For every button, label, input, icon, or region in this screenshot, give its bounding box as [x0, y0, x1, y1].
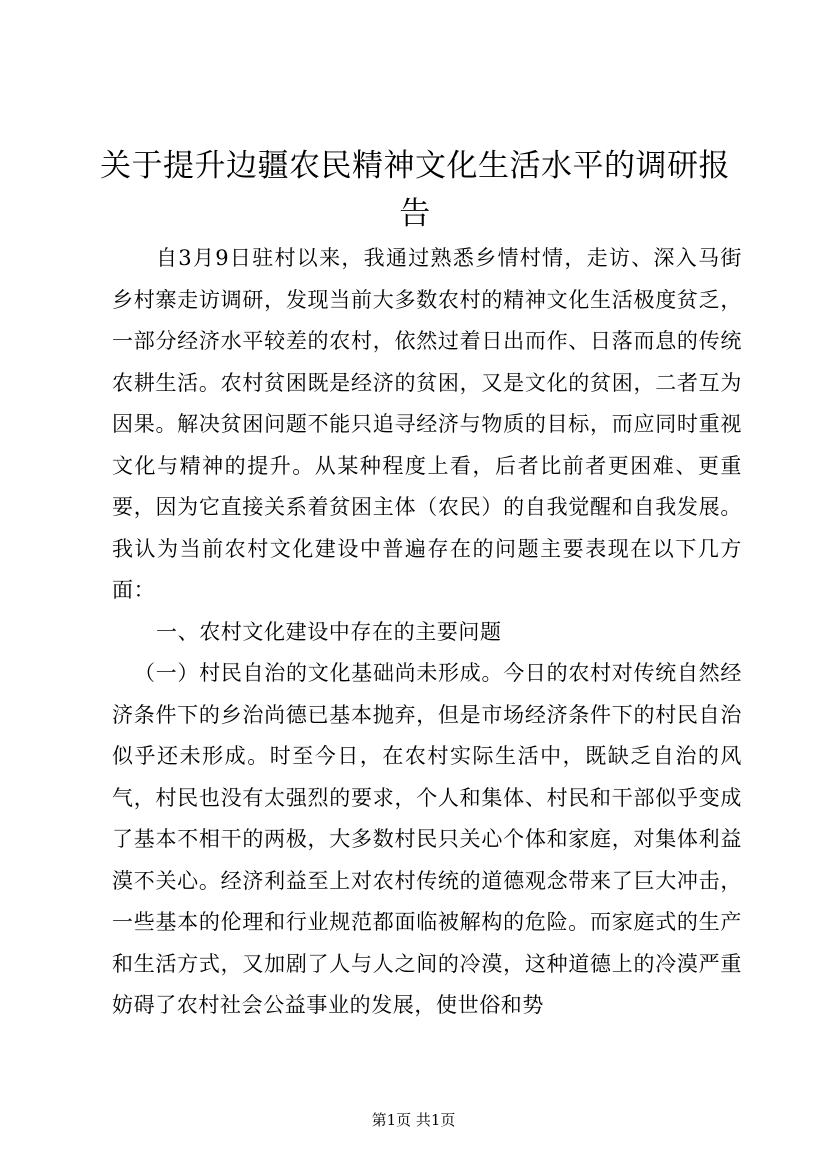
page-footer: 第1页 共1页: [371, 1111, 456, 1129]
document-body: [112, 238, 742, 1027]
subsection-paragraph: （一）村民自治的文化基础尚未形成。今日的农村对传统自然经济条件下的乡治尚德已基本抛弃，但是市场经济条件下的村民自治似乎还未形成。时至今日，在农村实际生活中，既缺乏自治的风气，村民也没有太强烈的要求，个人和集体、村民和干部似乎变成了基本不相干的两极，大多数村民只关心个体和家庭，对集体利益漠不关心。经济利益至上对农村传统的道德观念带来了巨大冲击，一些基本的伦理和行业规范都面临被解构的危险。而家庭式的生产和生活方式，又加剧了人与人之间的冷漠，这种道德上的冷漠严重妨碍了农村社会公益事业的发展，使世俗和势: [112, 661, 742, 1017]
intro-paragraph: 自3月9日驻村以来，我通过熟悉乡情村情，走访、深入马街乡村寨走访调研，发现当前大多数农村的精神文化生活极度贫乏，一部分经济水平较差的农村，依然过着日出而作、日落而息的传统农耕生活。农村贫困既是经济的贫困，又是文化的贫困，二者互为因果。解决贫困问题不能只追寻经济与物质的目标，而应同时重视文化与精神的提升。从某种程度上看，后者比前者更困难、更重要，因为它直接关系着贫困主体（农民）的自我觉醒和自我发展。我认为当前农村文化建设中普遍存在的问题主要表现在以下几方面：: [112, 246, 742, 602]
section-heading: 一、农村文化建设中存在的主要问题: [156, 619, 502, 644]
document-title: 关于提升边疆农民精神文化生活水平的调研报告: [100, 148, 730, 232]
